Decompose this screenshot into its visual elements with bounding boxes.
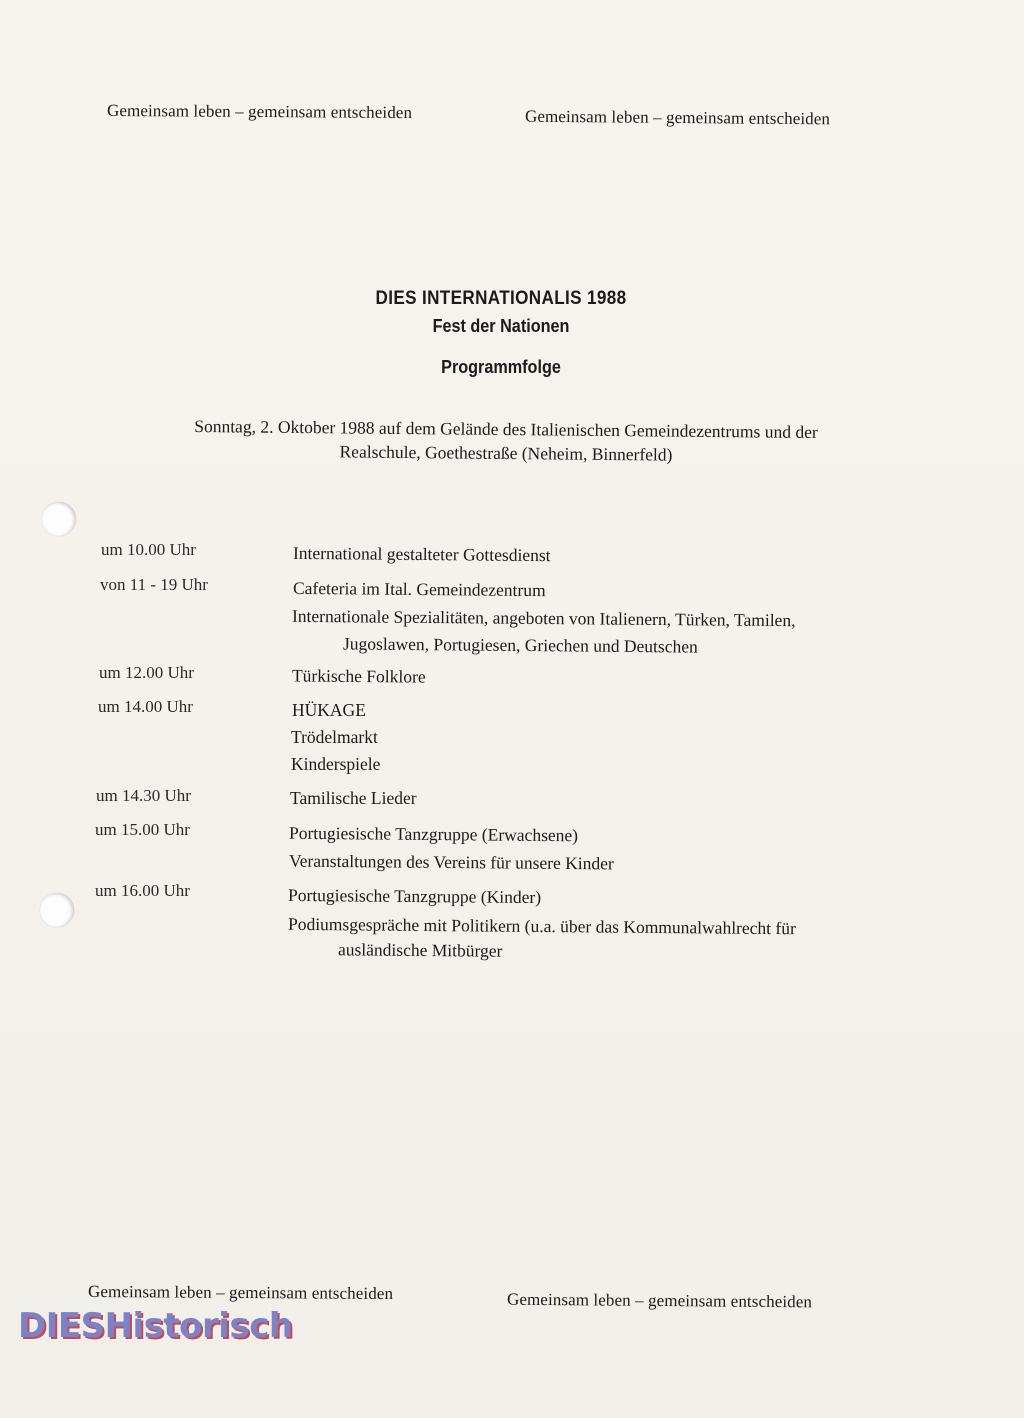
schedule-event: Jugoslawen, Portugiesen, Griechen und Deutschen <box>342 633 698 657</box>
schedule-time: um 12.00 Uhr <box>99 663 194 682</box>
schedule-event: Portugiesische Tanzgruppe (Erwachsene) <box>288 822 579 846</box>
schedule-event: Podiumsgespräche mit Politikern (u.a. über das Kommunalwahlrecht für <box>287 913 796 939</box>
schedule-event: Tamilische Lieder <box>290 788 417 808</box>
schedule-time: von 11 - 19 Uhr <box>100 575 208 594</box>
schedule-time: um 15.00 Uhr <box>95 820 190 839</box>
punch-hole-top <box>42 502 76 536</box>
intro-line-2: Realschule, Goethestraße (Neheim, Binnerfeld) <box>339 441 673 465</box>
footer-slogan-right: Gemeinsam leben – gemeinsam entscheiden <box>506 1289 813 1312</box>
schedule-event: Veranstaltungen des Vereins für unsere Kinder <box>288 850 614 874</box>
schedule-event: International gestalteter Gottesdienst <box>292 542 551 566</box>
schedule-time: um 16.00 Uhr <box>95 881 190 900</box>
document-title: DIES INTERNATIONALIS 1988 <box>375 288 627 309</box>
program-heading: Programmfolge <box>441 357 561 377</box>
punch-hole-bottom <box>40 893 74 927</box>
schedule-time: um 10.00 Uhr <box>101 540 196 559</box>
header-slogan-right: Gemeinsam leben – gemeinsam entscheiden <box>524 106 831 129</box>
schedule-time: um 14.30 Uhr <box>96 786 191 805</box>
watermark-logo: DIESHistorisch <box>18 1306 293 1346</box>
schedule-event: Portugiesische Tanzgruppe (Kinder) <box>287 884 542 908</box>
intro-line-1: Sonntag, 2. Oktober 1988 auf dem Gelände des Italienischen Gemeindezentrums und der <box>194 416 818 442</box>
schedule-event: ausländische Mitbürger <box>337 939 503 961</box>
schedule-event: HÜKAGE <box>292 700 366 720</box>
document-subtitle: Fest der Nationen <box>432 316 570 336</box>
schedule-event: Internationale Spezialitäten, angeboten von Italienern, Türken, Tamilen, <box>291 605 796 631</box>
schedule-event: Kinderspiele <box>291 754 381 774</box>
header-slogan-left: Gemeinsam leben – gemeinsam entscheiden <box>106 100 413 123</box>
footer-slogan-left: Gemeinsam leben – gemeinsam entscheiden <box>87 1281 394 1304</box>
schedule-event: Trödelmarkt <box>291 727 378 747</box>
schedule-event: Cafeteria im Ital. Gemeindezentrum <box>292 577 546 601</box>
schedule-time: um 14.00 Uhr <box>98 697 193 716</box>
schedule-event: Türkische Folklore <box>291 665 426 687</box>
